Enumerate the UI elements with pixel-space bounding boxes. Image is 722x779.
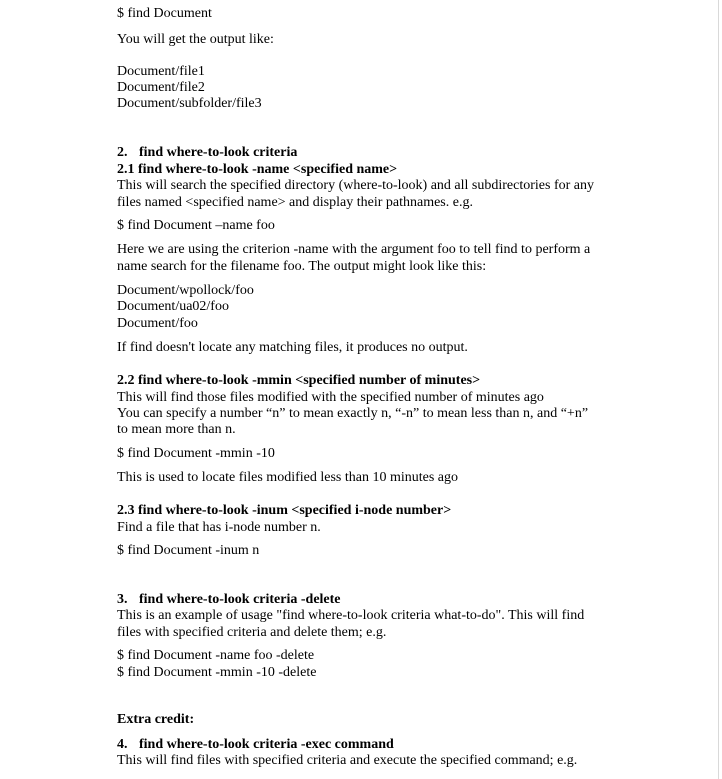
section-3-heading: [117, 592, 341, 608]
output-line: Document/subfolder/file3: [117, 96, 262, 111]
section-2-2-heading: 2.2 find where-to-look -mmin <specified number of minutes>: [117, 373, 481, 388]
section-2-heading: [117, 145, 297, 161]
output-intro: You will get the output like:: [117, 32, 274, 47]
section-number: 4.: [117, 737, 128, 752]
output-line: Document/file2: [117, 80, 205, 95]
section-4-heading: [117, 737, 394, 753]
command-inum: $ find Document -inum n: [117, 543, 260, 558]
section-number: 3.: [117, 592, 128, 607]
section-4-description: This will find files with specified criteria and execute the specified command; e.g.: [117, 753, 578, 768]
extra-credit-heading: Extra credit:: [117, 712, 195, 727]
section-3-description: files with specified criteria and delete them; e.g.: [117, 625, 387, 640]
command-find-document: $ find Document: [117, 6, 212, 21]
section-number: 2.: [117, 145, 128, 160]
section-2-2-note: This is used to locate files modified less than 10 minutes ago: [117, 470, 458, 485]
command-delete: $ find Document -mmin -10 -delete: [117, 665, 317, 680]
no-output-note: If find doesn't locate any matching files, it produces no output.: [117, 340, 468, 355]
section-2-1-description: files named <specified name> and display their pathnames. e.g.: [117, 195, 473, 210]
section-title: find where-to-look criteria: [139, 145, 298, 160]
section-2-2-description: to mean more than n.: [117, 422, 236, 437]
command-delete: $ find Document -name foo -delete: [117, 648, 315, 663]
section-2-2-description: This will find those files modified with the specified number of minutes ago: [117, 390, 544, 405]
section-2-1-heading: 2.1 find where-to-look -name <specified name>: [117, 162, 398, 177]
section-2-1-paragraph: name search for the filename foo. The output might look like this:: [117, 259, 487, 274]
output-line: Document/wpollock/foo: [117, 283, 254, 298]
section-2-3-description: Find a file that has i-node number n.: [117, 520, 321, 535]
command-name-foo: $ find Document –name foo: [117, 218, 275, 233]
section-title: find where-to-look criteria -exec command: [139, 737, 394, 752]
page-edge-divider: [718, 0, 719, 779]
section-2-1-paragraph: Here we are using the criterion -name with the argument foo to tell find to perform a: [117, 242, 591, 257]
section-2-1-description: This will search the specified directory (where-to-look) and all subdirectories for any: [117, 178, 594, 193]
section-3-description: This is an example of usage "find where-to-look criteria what-to-do". This will find: [117, 608, 585, 623]
section-2-3-heading: 2.3 find where-to-look -inum <specified i-node number>: [117, 503, 452, 518]
section-title: find where-to-look criteria -delete: [139, 592, 341, 607]
output-line: Document/file1: [117, 64, 205, 79]
output-line: Document/foo: [117, 316, 198, 331]
output-line: Document/ua02/foo: [117, 299, 229, 314]
section-2-2-description: You can specify a number “n” to mean exactly n, “-n” to mean less than n, and “+n”: [117, 406, 589, 421]
command-mmin: $ find Document -mmin -10: [117, 446, 275, 461]
